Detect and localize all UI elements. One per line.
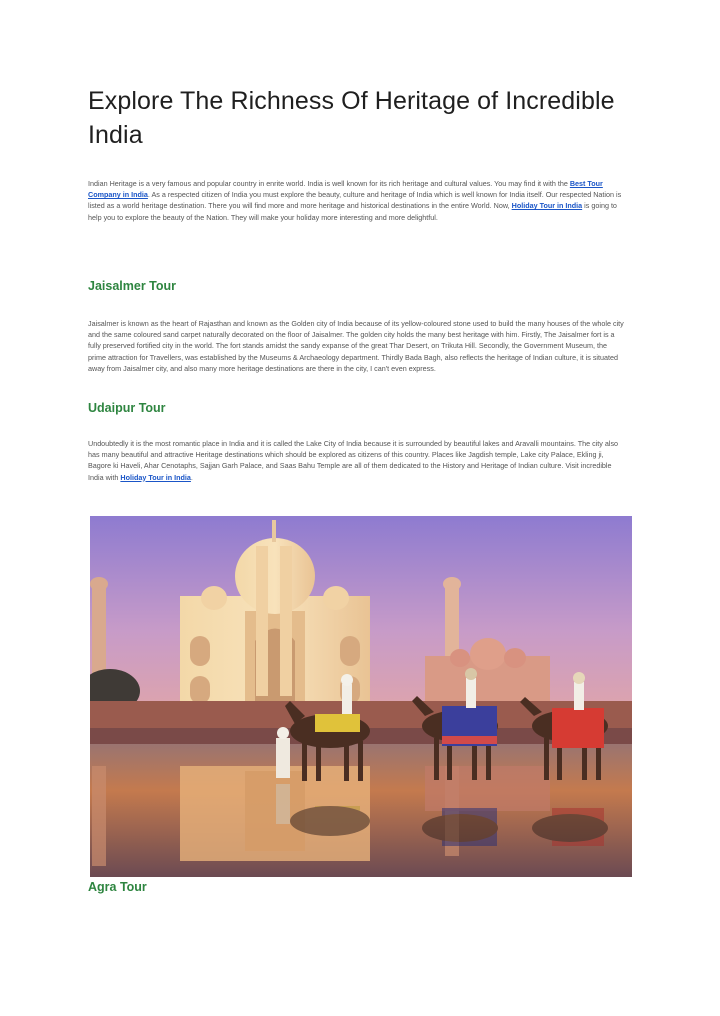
udaipur-heading: Udaipur Tour [88, 401, 166, 415]
page-title: Explore The Richness Of Heritage of Incredible India [88, 87, 615, 149]
udaipur-holiday-tour-link[interactable]: Holiday Tour in India [120, 472, 191, 482]
udaipur-text: Undoubtedly it is the most romantic place in India and it is called the Lake City of India because it is surrounded by beautiful lakes and Aravalli mountains. The city also has many beautiful and attractive Heritage destinations which should be explored as citizens of this country. Places like Jagdish temple, Lake city Palace, Ekling ji, Bagore ki Haveli, Ahar Cenotaphs, Sajjan Garh Palace, and Saas Bahu Temple are all of them dedicated to the History and Heritage of Indian culture. Visit incredible India with [88, 439, 619, 482]
taj-mahal-photo [90, 516, 632, 877]
intro-text-2: . As a respected citizen of India you must explore the beauty, culture and heritage of India which is well known for India itself. Our respected Nation is listed as a world heritage destination. There you will find more and more heritage and historical destinations in the entire World. Now, [88, 190, 622, 211]
jaisalmer-paragraph: Jaisalmer is known as the heart of Rajasthan and known as the Golden city of India because of its yellow-coloured stone used to build the many houses of the whole city and the same coloured sand carpet naturally decorated on the floor of Jaisalmer. The golden city holds the many best heritage with him. Firstly, The Jaisalmer fort is a fully preserved fortified city in the world. The fort stands amidst the sandy expanse of the great Thar Desert, on Trikuta Hill. Secondly, the Government Museum, the prime attraction for Travellers, was established by the Museums & Archaeology department. Thirdly Bada Bagh, also reflects the heritage of Indian culture, it is situated away from Jaisalmer city, and also many more heritage destinations are there in the city, I can't even express. [88, 319, 624, 373]
intro-text-3: is going to help you to explore the beauty of the Nation. They will make your holiday more interesting and more delightful. [88, 201, 617, 222]
jaisalmer-heading: Jaisalmer Tour [88, 279, 177, 293]
intro-paragraph [88, 178, 626, 223]
udaipur-text-end: . [190, 472, 193, 482]
holiday-tour-link[interactable]: Holiday Tour in India [511, 201, 583, 211]
intro-text-1: Indian Heritage is a very famous and popular country in enrite world. India is well known for its rich heritage and cultural values. You may find it with the [88, 179, 570, 188]
udaipur-paragraph [88, 438, 626, 483]
best-tour-company-link[interactable]: Best Tour Company in India [88, 179, 603, 200]
agra-heading: Agra Tour [88, 880, 147, 894]
